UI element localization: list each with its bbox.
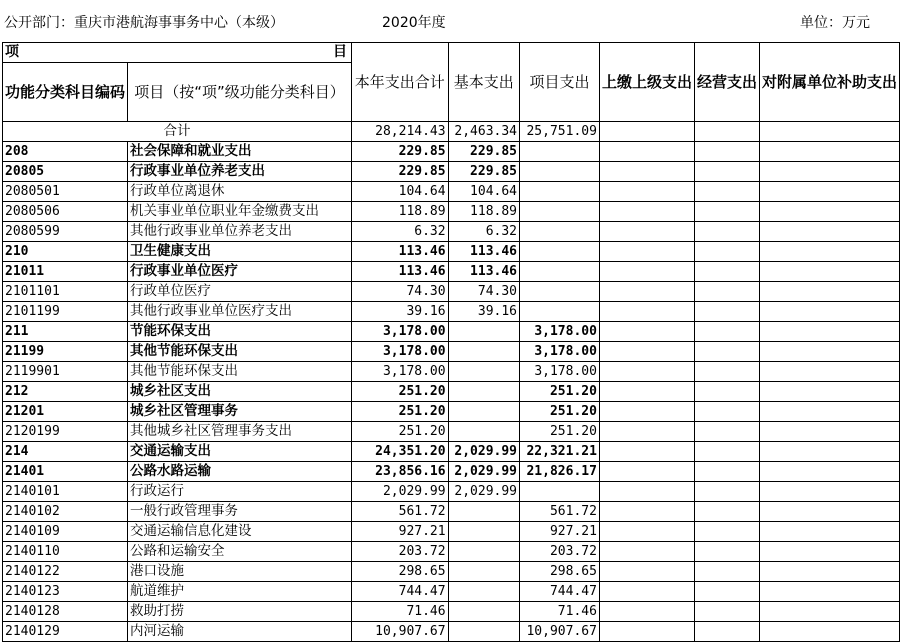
row-subsidy [759,322,899,342]
row-upper [599,342,694,362]
row-basic: 113.46 [448,262,519,282]
row-basic [448,542,519,562]
row-subsidy [759,582,899,602]
row-basic [448,362,519,382]
row-code: 2101199 [3,302,128,322]
row-upper [599,502,694,522]
item-header-left: 项 [5,44,19,60]
row-total: 71.46 [352,602,449,622]
row-subsidy [759,462,899,482]
row-total: 104.64 [352,182,449,202]
row-basic: 229.85 [448,142,519,162]
row-business [694,582,759,602]
row-total: 2,029.99 [352,482,449,502]
row-project: 10,907.67 [520,622,600,642]
row-name: 社会保障和就业支出 [128,142,352,162]
row-code: 21199 [3,342,128,362]
row-total: 118.89 [352,202,449,222]
row-business [694,422,759,442]
table-row [3,442,900,462]
row-total: 113.46 [352,242,449,262]
table-row [3,182,900,202]
row-code: 20805 [3,162,128,182]
row-subsidy [759,222,899,242]
row-project [520,202,600,222]
row-project [520,262,600,282]
row-total: 3,178.00 [352,342,449,362]
row-project [520,182,600,202]
row-code: 212 [3,382,128,402]
row-code: 21201 [3,402,128,422]
row-subsidy [759,562,899,582]
row-project [520,282,600,302]
row-business [694,322,759,342]
row-total: 3,178.00 [352,362,449,382]
row-business [694,282,759,302]
table-row [3,622,900,642]
summary-subsidy [759,122,899,142]
row-upper [599,182,694,202]
row-basic [448,622,519,642]
col-code-header: 功能分类科目编码 [3,63,128,122]
row-basic [448,342,519,362]
row-business [694,162,759,182]
row-basic: 104.64 [448,182,519,202]
row-subsidy [759,482,899,502]
row-project: 71.46 [520,602,600,622]
table-row [3,302,900,322]
row-code: 2140129 [3,622,128,642]
summary-total: 28,214.43 [352,122,449,142]
row-upper [599,362,694,382]
table-row [3,402,900,422]
row-total: 927.21 [352,522,449,542]
row-project: 298.65 [520,562,600,582]
row-subsidy [759,602,899,622]
row-total: 6.32 [352,222,449,242]
row-total: 203.72 [352,542,449,562]
row-subsidy [759,162,899,182]
table-row [3,322,900,342]
row-upper [599,242,694,262]
row-upper [599,462,694,482]
row-project: 203.72 [520,542,600,562]
row-code: 211 [3,322,128,342]
row-business [694,622,759,642]
row-upper [599,482,694,502]
summary-business [694,122,759,142]
row-basic [448,382,519,402]
row-name: 其他行政事业单位医疗支出 [128,302,352,322]
row-basic [448,402,519,422]
row-total: 39.16 [352,302,449,322]
row-basic: 113.46 [448,242,519,262]
row-project: 251.20 [520,422,600,442]
row-name: 节能环保支出 [128,322,352,342]
summary-basic: 2,463.34 [448,122,519,142]
row-total: 10,907.67 [352,622,449,642]
row-name: 港口设施 [128,562,352,582]
table-row [3,522,900,542]
row-basic [448,322,519,342]
row-business [694,462,759,482]
row-basic: 6.32 [448,222,519,242]
row-name: 行政事业单位医疗 [128,262,352,282]
col-name-header: 项目（按“项”级功能分类科目） [128,63,352,122]
row-subsidy [759,382,899,402]
row-total: 113.46 [352,262,449,282]
row-project: 22,321.21 [520,442,600,462]
table-row [3,562,900,582]
row-subsidy [759,522,899,542]
row-upper [599,282,694,302]
row-project: 561.72 [520,502,600,522]
row-basic [448,422,519,442]
table-row [3,462,900,482]
table-row [3,202,900,222]
row-upper [599,322,694,342]
row-code: 2080506 [3,202,128,222]
row-business [694,202,759,222]
header-row-top [3,43,900,63]
row-upper [599,202,694,222]
row-upper [599,522,694,542]
row-upper [599,622,694,642]
expenditure-table [2,42,900,642]
row-business [694,602,759,622]
col-total-header: 本年支出合计 [352,43,449,122]
row-subsidy [759,202,899,222]
row-project: 927.21 [520,522,600,542]
row-name: 公路和运输安全 [128,542,352,562]
row-business [694,182,759,202]
row-total: 229.85 [352,162,449,182]
row-basic: 74.30 [448,282,519,302]
row-basic: 2,029.99 [448,482,519,502]
table-row [3,142,900,162]
row-project [520,302,600,322]
col-basic-header: 基本支出 [448,43,519,122]
row-upper [599,442,694,462]
row-total: 744.47 [352,582,449,602]
item-header-cell [3,43,352,63]
row-business [694,362,759,382]
row-basic: 39.16 [448,302,519,322]
row-business [694,482,759,502]
row-name: 其他节能环保支出 [128,362,352,382]
row-business [694,262,759,282]
table-row [3,382,900,402]
row-code: 2120199 [3,422,128,442]
row-project: 251.20 [520,402,600,422]
col-subsidy-header: 对附属单位补助支出 [759,43,899,122]
row-upper [599,602,694,622]
summary-label: 合计 [3,122,352,142]
row-name: 一般行政管理事务 [128,502,352,522]
row-project: 21,826.17 [520,462,600,482]
row-business [694,302,759,322]
row-name: 救助打捞 [128,602,352,622]
summary-project: 25,751.09 [520,122,600,142]
row-name: 城乡社区支出 [128,382,352,402]
row-name: 卫生健康支出 [128,242,352,262]
row-subsidy [759,362,899,382]
row-subsidy [759,502,899,522]
row-name: 公路水路运输 [128,462,352,482]
row-code: 2140101 [3,482,128,502]
row-code: 214 [3,442,128,462]
row-upper [599,382,694,402]
row-total: 23,856.16 [352,462,449,482]
row-subsidy [759,142,899,162]
table-row [3,422,900,442]
table-row [3,482,900,502]
row-total: 3,178.00 [352,322,449,342]
row-business [694,402,759,422]
row-name: 行政运行 [128,482,352,502]
row-basic: 118.89 [448,202,519,222]
row-code: 2140128 [3,602,128,622]
row-project: 251.20 [520,382,600,402]
row-project: 744.47 [520,582,600,602]
row-subsidy [759,242,899,262]
row-basic: 2,029.99 [448,442,519,462]
department-label: 公开部门：重庆市港航海事事务中心（本级） [4,15,284,31]
row-project: 3,178.00 [520,322,600,342]
col-project-header: 项目支出 [520,43,600,122]
row-code: 2140123 [3,582,128,602]
row-business [694,342,759,362]
row-basic [448,522,519,542]
row-basic: 229.85 [448,162,519,182]
row-name: 城乡社区管理事务 [128,402,352,422]
row-business [694,522,759,542]
row-name: 航道维护 [128,582,352,602]
row-subsidy [759,182,899,202]
table-row [3,162,900,182]
row-upper [599,162,694,182]
row-code: 2101101 [3,282,128,302]
row-code: 2080599 [3,222,128,242]
row-name: 内河运输 [128,622,352,642]
row-subsidy [759,422,899,442]
row-name: 交通运输信息化建设 [128,522,352,542]
row-name: 行政单位离退休 [128,182,352,202]
row-basic: 2,029.99 [448,462,519,482]
row-upper [599,262,694,282]
table-row [3,262,900,282]
row-project [520,222,600,242]
table-row [3,242,900,262]
row-total: 561.72 [352,502,449,522]
row-business [694,242,759,262]
row-upper [599,422,694,442]
row-code: 21011 [3,262,128,282]
row-subsidy [759,262,899,282]
row-total: 251.20 [352,402,449,422]
row-subsidy [759,342,899,362]
row-project [520,142,600,162]
row-upper [599,142,694,162]
row-name: 行政事业单位养老支出 [128,162,352,182]
row-business [694,562,759,582]
row-business [694,382,759,402]
row-upper [599,542,694,562]
row-name: 行政单位医疗 [128,282,352,302]
row-name: 其他城乡社区管理事务支出 [128,422,352,442]
table-row [3,282,900,302]
col-business-header: 经营支出 [694,43,759,122]
row-total: 298.65 [352,562,449,582]
row-basic [448,582,519,602]
row-total: 24,351.20 [352,442,449,462]
row-code: 208 [3,142,128,162]
row-upper [599,302,694,322]
row-subsidy [759,622,899,642]
row-code: 2140110 [3,542,128,562]
row-subsidy [759,402,899,422]
table-row [3,542,900,562]
row-name: 交通运输支出 [128,442,352,462]
row-business [694,502,759,522]
row-code: 2080501 [3,182,128,202]
row-business [694,222,759,242]
row-upper [599,402,694,422]
row-basic [448,502,519,522]
unit-label: 单位：万元 [800,15,870,31]
summary-row [3,122,900,142]
row-project [520,162,600,182]
row-name: 其他节能环保支出 [128,342,352,362]
row-project [520,482,600,502]
table-row [3,362,900,382]
row-upper [599,582,694,602]
row-project: 3,178.00 [520,362,600,382]
row-upper [599,222,694,242]
row-subsidy [759,442,899,462]
item-header-right: 目 [333,44,348,60]
row-total: 251.20 [352,422,449,442]
col-upper-header: 上缴上级支出 [599,43,694,122]
row-name: 其他行政事业单位养老支出 [128,222,352,242]
row-upper [599,562,694,582]
row-total: 251.20 [352,382,449,402]
summary-upper [599,122,694,142]
fiscal-year: 2020年度 [382,15,446,31]
row-business [694,542,759,562]
row-name: 机关事业单位职业年金缴费支出 [128,202,352,222]
row-subsidy [759,302,899,322]
row-code: 21401 [3,462,128,482]
table-row [3,502,900,522]
table-row [3,582,900,602]
row-basic [448,562,519,582]
row-project: 3,178.00 [520,342,600,362]
row-business [694,442,759,462]
row-business [694,142,759,162]
table-row [3,342,900,362]
row-total: 74.30 [352,282,449,302]
row-total: 229.85 [352,142,449,162]
row-code: 2140122 [3,562,128,582]
row-code: 2140109 [3,522,128,542]
row-code: 210 [3,242,128,262]
row-code: 2119901 [3,362,128,382]
row-basic [448,602,519,622]
row-subsidy [759,542,899,562]
row-project [520,242,600,262]
row-code: 2140102 [3,502,128,522]
table-row [3,222,900,242]
table-row [3,602,900,622]
row-subsidy [759,282,899,302]
